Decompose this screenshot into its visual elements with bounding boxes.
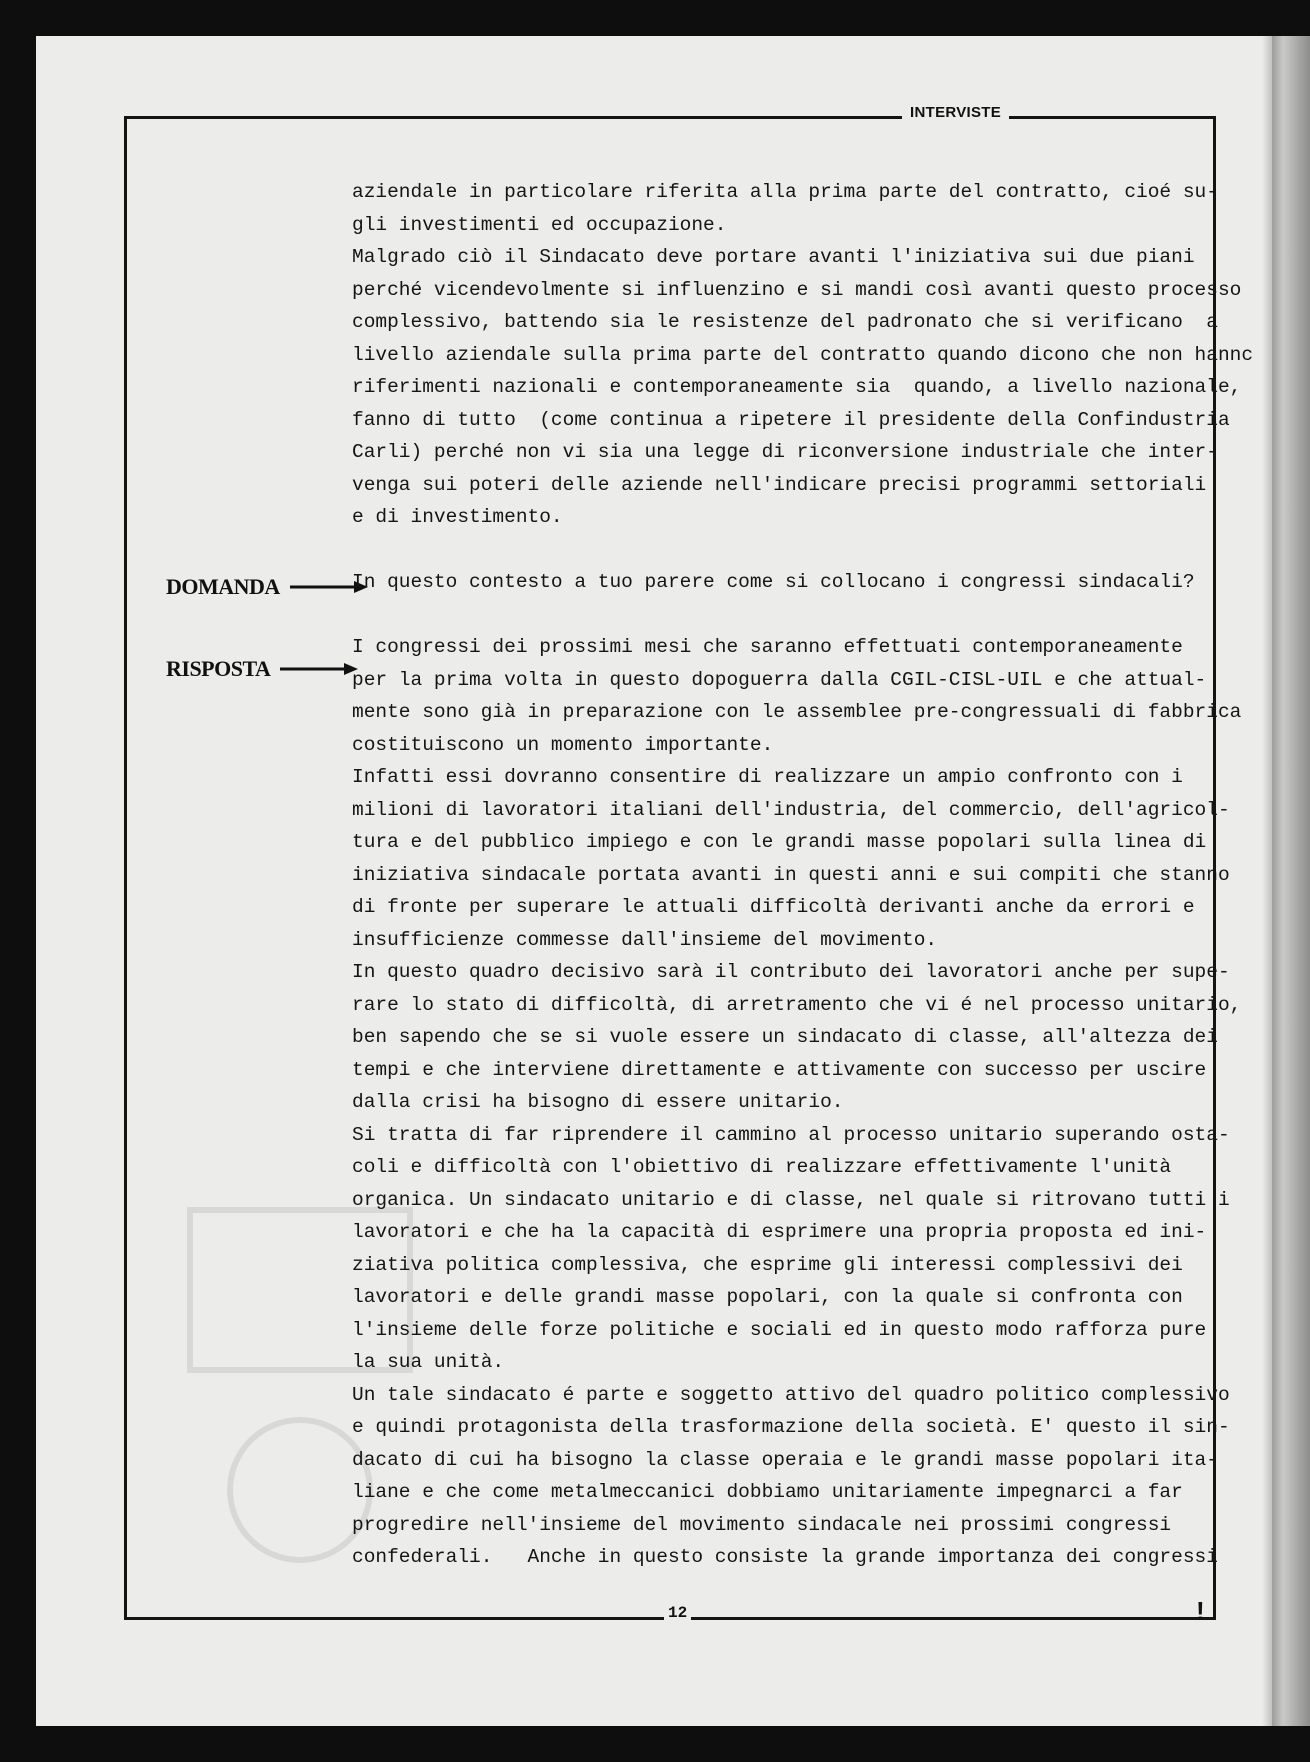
text-line: di fronte per superare le attuali difficoltà derivanti anche da errori e — [352, 896, 1195, 918]
text-line: coli e difficoltà con l'obiettivo di realizzare effettivamente l'unità — [352, 1156, 1172, 1178]
text-line: fanno di tutto (come continua a ripetere il presidente della Confindustria — [352, 408, 1230, 431]
section-header: INTERVISTE — [902, 104, 1009, 121]
text-line: In questo quadro decisivo sarà il contributo dei lavoratori anche per supe- — [352, 961, 1230, 983]
text-line: e di investimento. — [352, 506, 563, 528]
question-text: In questo contesto a tuo parere come si collocano i congressi sindacali? — [352, 571, 1195, 593]
end-mark: ! — [1196, 1596, 1205, 1626]
text-line: Si tratta di far riprendere il cammino al processo unitario superando osta- — [352, 1123, 1230, 1146]
text-line: ben sapendo che se si vuole essere un sindacato di classe, all'altezza dei — [352, 1026, 1218, 1048]
text-line: iniziativa sindacale portata avanti in questi anni e sui compiti che stanno — [352, 863, 1230, 886]
text-line: ziativa politica complessiva, che esprime gli interessi complessivi dei — [352, 1253, 1183, 1276]
text-line — [352, 534, 1202, 567]
text-line: tura e del pubblico impiego e con le grandi masse popolari sulla linea di — [352, 831, 1207, 853]
question-label — [166, 574, 370, 600]
text-line: aziendale in particolare riferita alla prima parte del contratto, cioé su- — [352, 181, 1218, 203]
text-line: lavoratori e che ha la capacità di esprimere una propria proposta ed ini- — [352, 1221, 1207, 1243]
text-line: riferimenti nazionali e contemporaneamente sia quando, a livello nazionale, — [352, 376, 1242, 398]
page-number: 12 — [664, 1604, 691, 1622]
text-line: la sua unità. — [352, 1351, 505, 1373]
text-line: organica. Un sindacato unitario e di classe, nel quale si ritrovano tutti i — [352, 1188, 1230, 1211]
text-line: Un tale sindacato é parte e soggetto attivo del quadro politico complessivo — [352, 1383, 1230, 1406]
text-line: dacato di cui ha bisogno la classe operaia e le grandi masse popolari ita- — [352, 1448, 1218, 1471]
text-line: Carli) perché non vi sia una legge di riconversione industriale che inter- — [352, 441, 1218, 463]
text-line — [352, 599, 1202, 632]
question-label-text: DOMANDA — [166, 574, 280, 599]
text-line: lavoratori e delle grandi masse popolari, con la quale si confronta con — [352, 1286, 1183, 1308]
text-line: Infatti essi dovranno consentire di realizzare un ampio confronto con i — [352, 766, 1183, 788]
text-line: e quindi protagonista della trasformazione della società. E' questo il sin- — [352, 1416, 1230, 1438]
page-fold-shadow — [1262, 36, 1272, 1726]
text-line: tempi e che interviene direttamente e attivamente con successo per uscire — [352, 1058, 1207, 1081]
text-line: progredire nell'insieme del movimento sindacale nei prossimi congressi — [352, 1513, 1172, 1536]
text-line: costituiscono un momento importante. — [352, 733, 774, 756]
text-line: Malgrado ciò il Sindacato deve portare avanti l'iniziativa sui due piani — [352, 246, 1195, 268]
text-line: per la prima volta in questo dopoguerra dalla CGIL-CISL-UIL e che attual- — [352, 668, 1207, 691]
text-line: l'insieme delle forze politiche e sociali ed in questo modo rafforza pure — [352, 1318, 1207, 1341]
next-page-edge — [1272, 36, 1310, 1726]
text-line: complessivo, battendo sia le resistenze del padronato che si verificano a — [352, 311, 1218, 333]
text-line: milioni di lavoratori italiani dell'industria, del commercio, dell'agricol- — [352, 798, 1230, 821]
text-line: I congressi dei prossimi mesi che saranno effettuati contemporaneamente — [352, 636, 1183, 658]
text-line: perché vicendevolmente si influenzino e si mandi così avanti questo processo — [352, 278, 1242, 301]
text-line: liane e che come metalmeccanici dobbiamo unitariamente impegnarci a far — [352, 1481, 1183, 1503]
text-line: dalla crisi ha bisogno di essere unitario. — [352, 1091, 844, 1113]
text-line: insufficienze commesse dall'insieme del movimento. — [352, 928, 938, 951]
arrow-right-icon — [278, 662, 360, 676]
text-line: gli investimenti ed occupazione. — [352, 213, 727, 236]
text-line: confederali. Anche in questo consiste la grande importanza dei congressi — [352, 1546, 1218, 1568]
text-line: livello aziendale sulla prima parte del contratto quando dicono che non hannc — [352, 343, 1254, 366]
text-line: mente sono già in preparazione con le assemblee pre-congressuali di fabbrica — [352, 701, 1242, 723]
text-line: venga sui poteri delle aziende nell'indicare precisi programmi settoriali — [352, 473, 1207, 496]
article-body — [352, 176, 1254, 1574]
answer-label-text: RISPOSTA — [166, 656, 271, 681]
answer-label — [166, 656, 360, 682]
text-line: rare lo stato di difficoltà, di arretramento che vi é nel processo unitario, — [352, 993, 1242, 1016]
